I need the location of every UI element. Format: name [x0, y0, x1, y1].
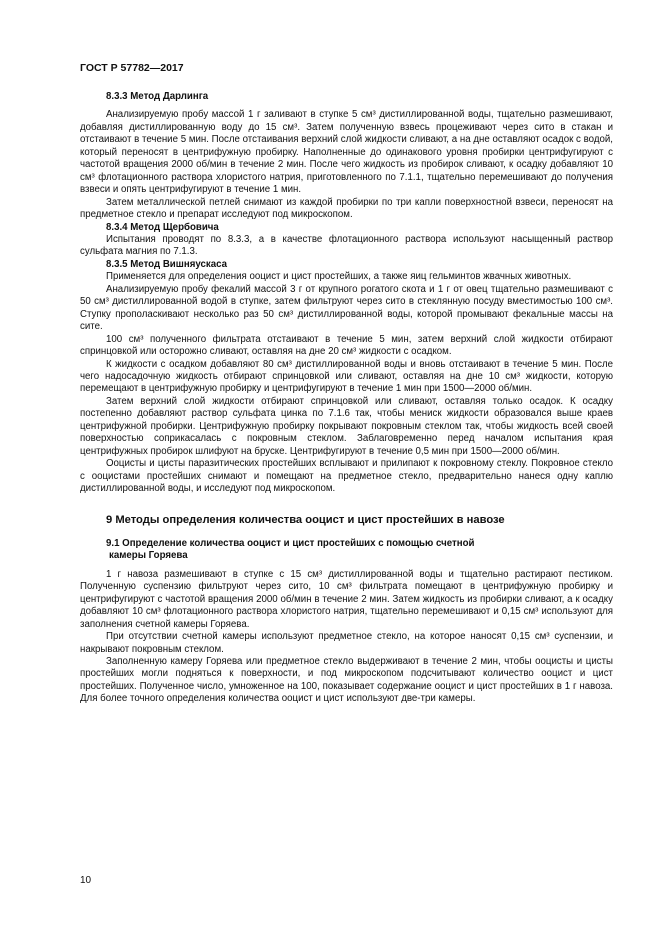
- section-8-3-5-title: 8.3.5 Метод Вишняускаса: [106, 258, 228, 270]
- section-9-1-title-line2: камеры Горяева: [109, 550, 188, 562]
- paragraph: При отсутствии счетной камеры используют предметное стекло, на которое наносят 0,15 см³ суспензии, и накрывают покровным стеклом.: [80, 631, 613, 655]
- paragraph: К жидкости с осадком добавляют 80 см³ дистиллированной воды и вновь отстаивают в течение 5 мин. После чего надосадочную жидкость отбирают спринцовкой или сливают, оставляя на дне 10 см³ жидкости, которую перемещают в центрифужную пробирку и центрифугируют в течение 1 мин при 1500—2000 об/мин.: [80, 358, 613, 395]
- paragraph: Ооцисты и цисты паразитических простейших всплывают и прилипают к покровному стеклу. Покровное стекло с ооцистами простейших снимают и помещают на предметное стекло, предварительно нанеся одну каплю дистиллированной воды, и исследуют под микроскопом.: [80, 458, 613, 495]
- paragraph: Заполненную камеру Горяева или предметное стекло выдерживают в течение 2 мин, чтобы ооцисты и цисты простейших могли подняться к поверхности, и под микроскопом подсчитывают количество ооцист и цист простейших. Полученное число, умноженное на 100, показывает содержание ооцист и цист простейших в 1 г навоза. Для более точного определения количества ооцист и цист используют две-три камеры.: [80, 656, 613, 705]
- paragraph: Затем верхний слой жидкости отбирают спринцовкой или сливают, оставляя только осадок. К осадку постепенно добавляют раствор сульфата цинка по 7.1.6 так, чтобы мениск жидкости образовался выше краев центрифужной пробирки. Центрифужную пробирку покрывают покровным стеклом так, чтобы жидкость всей своей поверхностью соприкасалась с покровным стеклом. Заблаговременно перед началом испытания края центрифужных пробирок шлифуют на бруске. Центрифугируют в течение 0,5 мин при 1500—2000 об/мин.: [80, 395, 613, 457]
- paragraph: 100 см³ полученного фильтрата отстаивают в течение 5 мин, затем верхний слой жидкости отбирают спринцовкой или осторожно сливают, оставляя на дне 20 см³ жидкости с осадком.: [80, 333, 613, 358]
- section-9-title: 9 Методы определения количества ооцист и цист простейших в навозе: [106, 513, 505, 526]
- paragraph: Испытания проводят по 8.3.3, а в качестве флотационного раствора используют насыщенный раствор сульфата магния по 7.1.3.: [80, 233, 613, 258]
- section-8-3-3-title: 8.3.3 Метод Дарлинга: [106, 91, 209, 102]
- page-number: 10: [80, 875, 92, 886]
- paragraph: Затем металлической петлей снимают из каждой пробирки по три капли поверхностной взвеси, переносят на предметное стекло и препарат исследуют под микроскопом.: [80, 196, 613, 221]
- section-9-1-title-line1: 9.1 Определение количества ооцист и цист простейших с помощью счетной: [106, 537, 475, 549]
- section-8-3-4-title: 8.3.4 Метод Щербовича: [106, 221, 219, 233]
- paragraph: Анализируемую пробу массой 1 г заливают в ступке 5 см³ дистиллированной воды, тщательно размешивают, добавляя дистиллированную воду до 15 см³. Затем полученную взвесь процеживают через сито в стакан и отстаивают в течение 5 мин. После отстаивания верхний слой жидкости сливают, а на дне оставляют осадок с водой, который переносят в центрифужную пробирку. Наполненные до одинакового уровня пробирки центрифугируют с частотой вращения 2000 об/мин в течение 2 мин. После чего жидкость из пробирок сливают, к осадку добавляют 10 см³ флотационного раствора хлористого натрия, приготовленного по 7.1.1, тщательно перемешивают до получения взвеси и опять центрифугируют в течение 1 мин.: [80, 109, 613, 196]
- section-9-1-title: [80, 538, 613, 563]
- paragraph: Применяется для определения ооцист и цист простейших, а также яиц гельминтов жвачных животных.: [106, 271, 572, 283]
- document-header: ГОСТ Р 57782—2017: [80, 62, 184, 74]
- document-body: [80, 91, 613, 706]
- paragraph: Анализируемую пробу фекалий массой 3 г от крупного рогатого скота и 1 г от овец тщательно размешивают с 50 см³ дистиллированной водой в ступке, затем фильтруют через сито в стеклянную посуду вместимостью 100 см³. Ступку прополаскивают несколько раз 50 см³ дистиллированной воды, которой промывают фекальные массы на сите.: [80, 283, 613, 333]
- paragraph: 1 г навоза размешивают в ступке с 15 см³ дистиллированной воды и тщательно растирают пестиком. Полученную суспензию фильтруют через сито, 10 см³ фильтрата помещают в центрифужную пробирку и центрифугируют с частотой вращения 2000 об/мин в течение 2 мин. Затем жидкость из пробирки сливают, а к осадку добавляют 10 см³ флотационного раствора хлористого натрия, тщательно перемешивают и 0,15 см³ используют для заполнения счетной камеры Горяева.: [80, 568, 613, 630]
